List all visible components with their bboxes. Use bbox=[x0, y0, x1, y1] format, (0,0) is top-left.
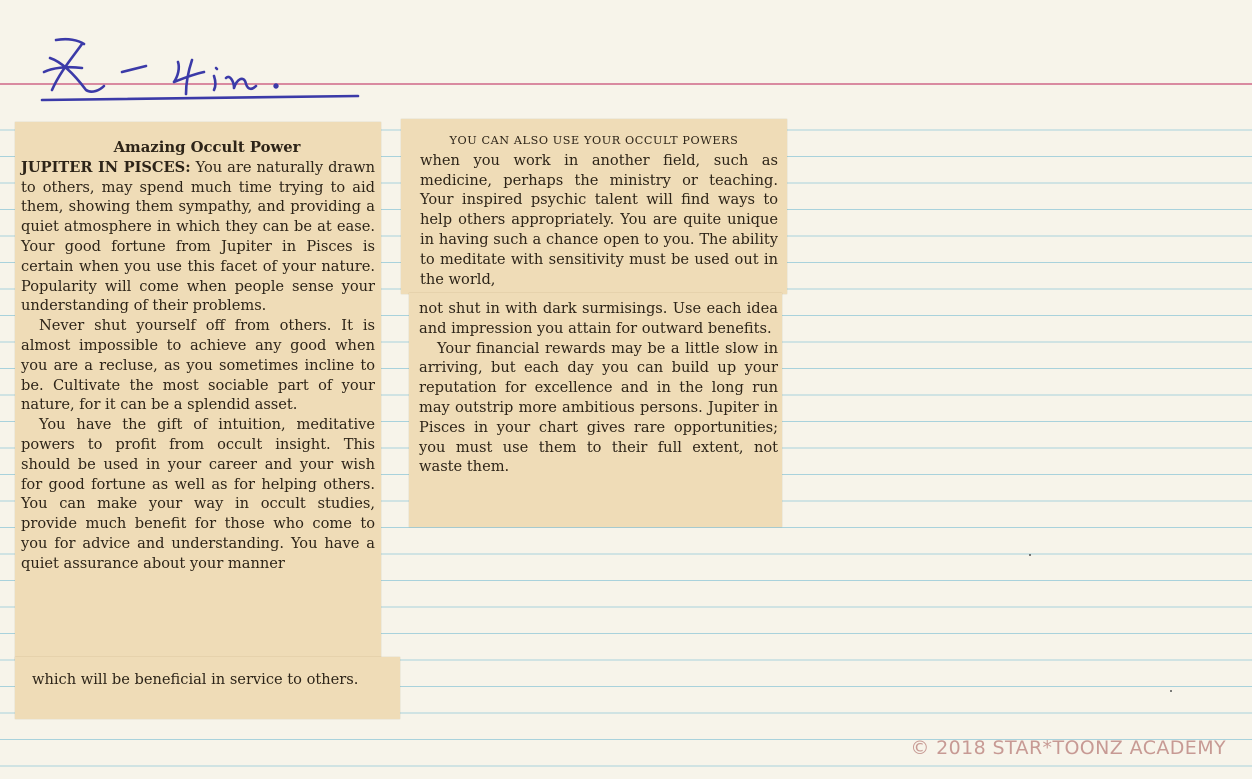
paragraph-right-2: Your financial rewards may be a little slow in arriving, but each day you can build up your reputation for excellence and in the long run may outstrip more ambitious persons. Jupiter in Pisces in your chart gives rare opportunities; you must use them to their full extent, not waste them. bbox=[419, 339, 778, 476]
clipping-left-continuation bbox=[15, 657, 400, 719]
speck bbox=[1029, 554, 1031, 556]
lead-caps: YOU CAN ALSO USE YOUR OCCULT POWERS bbox=[449, 134, 739, 147]
clipping-right-top bbox=[401, 119, 787, 294]
paragraph-1-text: You are naturally drawn to others, may spend much time trying to aid them, showing them sympathy, and providing a quiet atmosphere in which they can be at ease. Your good fortune from Jupiter in Pisces is certain when you use this facet of your nature. Popularity will come when people sense your understanding of their problems. bbox=[21, 158, 375, 315]
speck bbox=[1170, 690, 1172, 692]
paragraph-3: You have the gift of intuition, meditative powers to profit from occult insight. This should be used in your career and your wish for good fortune as well as for helping others. You can make your way in occult studies, provide much benefit for those who come to you for advice and understanding. You have a quiet assurance about your manner bbox=[21, 416, 375, 572]
paragraph-1 bbox=[21, 158, 375, 316]
paragraph-right-1-text: when you work in another field, such as medicine, perhaps the ministry or teaching. Your inspired psychic talent will find ways to help others appropriately. You are quite unique in having such a chance open to you. The ability to meditate with sensitivity must be used out in the world, bbox=[420, 151, 778, 288]
clipping-right-bottom bbox=[409, 293, 782, 527]
paragraph-2: Never shut yourself off from others. It is almost impossible to achieve any good when you are a recluse, as you sometimes incline to be. Cultivate the most sociable part of your nature, for it can be a splendid asset. bbox=[21, 317, 375, 414]
paragraph-right-1 bbox=[420, 131, 778, 289]
clipping-headline: Amazing Occult Power bbox=[113, 139, 301, 156]
lead-label: JUPITER IN PISCES: bbox=[21, 158, 191, 176]
copyright-watermark: © 2018 STAR*TOONZ ACADEMY bbox=[910, 737, 1226, 759]
paragraph-3-continued: which will be beneficial in service to others. bbox=[32, 671, 359, 688]
handwritten-note bbox=[38, 28, 368, 108]
clipping-left-main bbox=[15, 122, 381, 660]
paragraph-right-1-continued: not shut in with dark surmisings. Use each idea and impression you attain for outward benefits. bbox=[419, 300, 778, 337]
